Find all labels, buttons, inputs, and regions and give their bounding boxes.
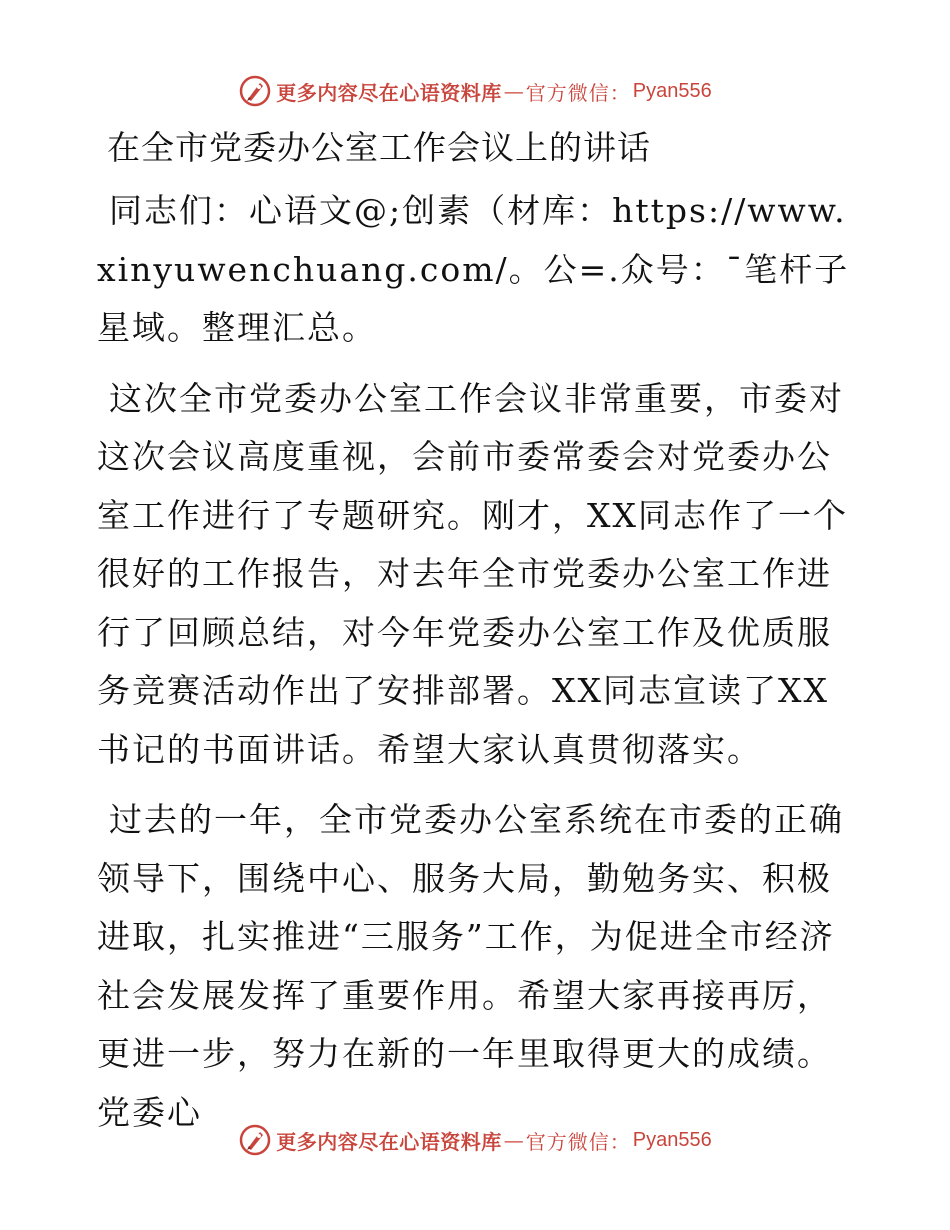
paragraph-meeting-importance: 这次全市党委办公室工作会议非常重要，市委对这次会议高度重视，会前市委常委会对党委办公室工作进行了专题研究。刚才，XX同志作了一个很好的工作报告，对去年全市党委办公室工作进行了回顾总结，对今年党委办公室工作及优质服务竞赛活动作出了安排部署。XX同志宣读了XX书记的书面讲话。希望大家认真贯彻落实。 — [97, 378, 848, 769]
quill-pen-logo-icon — [238, 1123, 272, 1157]
header-banner — [0, 71, 950, 111]
banner-wechat-id: Pyan556 — [632, 1128, 712, 1151]
banner-slogan: 更多内容尽在心语资料库 — [276, 80, 502, 105]
footer-banner — [0, 1120, 950, 1160]
banner-wechat-label: 官方微信： — [525, 1129, 631, 1154]
banner-separator: — — [503, 79, 524, 103]
paragraph-greeting: 同志们：心语文@;创素（材库：https://www.xinyuwenchuang.com/。公=.众号：¯笔杆子星域。整理汇总。 — [97, 191, 850, 347]
banner-wechat-label: 官方微信： — [525, 80, 631, 105]
banner-separator: — — [503, 1128, 524, 1152]
document-title: 在全市党委办公室工作会议上的讲话 — [107, 128, 651, 167]
quill-pen-logo-icon — [238, 74, 272, 108]
document-body — [97, 120, 857, 1154]
paragraph-past-year: 过去的一年，全市党委办公室系统在市委的正确领导下，围绕中心、服务大局，勤勉务实、积极进取，扎实推进“三服务”工作，为促进全市经济社会发展发挥了重要作用。希望大家再接再厉，更进一步，努力在新的一年里取得更大的成绩。党委心 — [97, 800, 844, 1132]
banner-slogan: 更多内容尽在心语资料库 — [276, 1129, 502, 1154]
banner-wechat-id: Pyan556 — [632, 79, 712, 102]
